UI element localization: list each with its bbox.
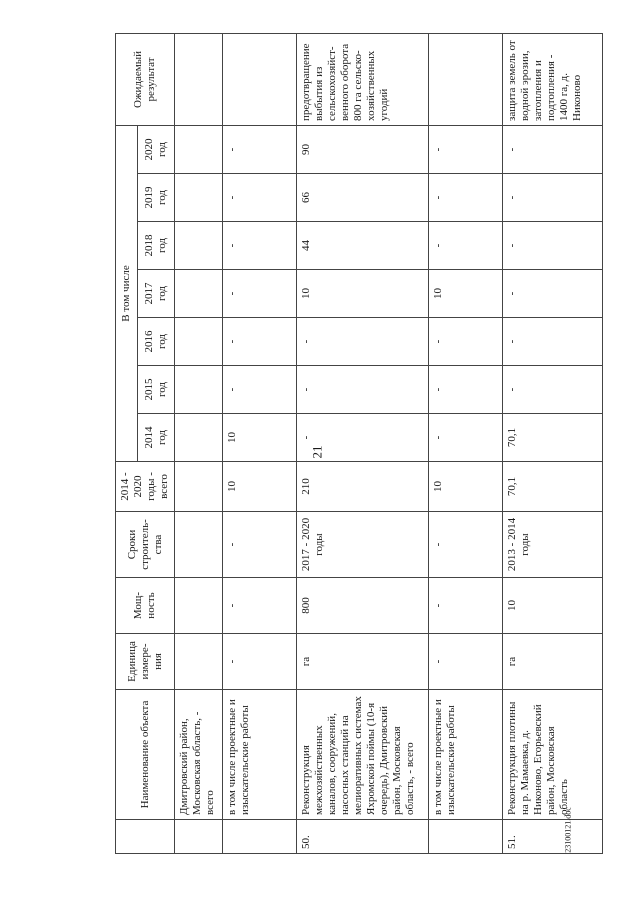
year-value-cell: -: [297, 414, 429, 462]
object-name: Реконструкция межхозяйственных каналов, сооружений, насосных станций на мелиоративных системах Яхромской поймы (10-я очередь), Дмитровский район, Московская область, - всего: [297, 690, 429, 820]
year-value-cell: -: [429, 174, 503, 222]
year-value-cell: [175, 414, 223, 462]
year-value-cell: -: [503, 222, 603, 270]
header-year: 2020 год: [138, 125, 175, 173]
header-unit: Единица измере-ния: [116, 634, 175, 690]
table-row: [223, 33, 297, 853]
row-number: 51.: [503, 820, 603, 854]
year-value-cell: -: [223, 366, 297, 414]
header-total: 2014 - 2020 годы - всего: [116, 462, 175, 512]
page-number: 21: [309, 445, 325, 459]
year-value-cell: [175, 270, 223, 318]
header-year: 2017 год: [138, 270, 175, 318]
object-name: в том числе проектные и изыскательские работы: [223, 690, 297, 820]
year-value-cell: [175, 318, 223, 366]
year-value-cell: -: [503, 270, 603, 318]
year-value-cell: -: [223, 318, 297, 366]
expected-result-cell: защита земель от водной эрозии, затопления и подтопления - 1400 га, д. Никоново: [503, 33, 603, 125]
table-row: [503, 33, 603, 853]
row-number: [175, 820, 223, 854]
rotated-table-container: [115, 34, 635, 854]
construction-projects-table: [115, 33, 603, 854]
footer-filename: 23100121.doc: [563, 807, 573, 853]
expected-result-cell: [429, 33, 503, 125]
table-row: [297, 33, 429, 853]
year-value-cell: -: [223, 125, 297, 173]
header-year: 2014 год: [138, 414, 175, 462]
capacity-cell: [175, 578, 223, 634]
total-cell: 10: [429, 462, 503, 512]
year-value-cell: -: [223, 174, 297, 222]
header-name: Наименование объекта: [116, 690, 175, 820]
row-number: [223, 820, 297, 854]
terms-cell: [175, 512, 223, 578]
year-value-cell: [175, 366, 223, 414]
terms-cell: 2017 - 2020 годы: [297, 512, 429, 578]
total-cell: 10: [223, 462, 297, 512]
total-cell: 70,1: [503, 462, 603, 512]
row-number: 50.: [297, 820, 429, 854]
table-row: [175, 33, 223, 853]
table-body: [175, 33, 603, 853]
expected-result-cell: [175, 33, 223, 125]
year-value-cell: -: [429, 125, 503, 173]
year-value-cell: -: [297, 318, 429, 366]
year-value-cell: 10: [223, 414, 297, 462]
header-capacity: Мощ-ность: [116, 578, 175, 634]
header-result: Ожидаемый результат: [116, 33, 175, 125]
year-value-cell: [175, 222, 223, 270]
header-terms: Сроки строитель-ства: [116, 512, 175, 578]
capacity-cell: 800: [297, 578, 429, 634]
header-year: 2018 год: [138, 222, 175, 270]
unit-cell: -: [223, 634, 297, 690]
year-value-cell: 66: [297, 174, 429, 222]
object-name: Реконструкция плотины на р. Мамаевка, д. Никоново, Егорьевский район, Московская область: [503, 690, 603, 820]
year-value-cell: -: [503, 125, 603, 173]
header-row-1: [116, 33, 138, 853]
terms-cell: 2013 - 2014 годы: [503, 512, 603, 578]
capacity-cell: -: [223, 578, 297, 634]
header-year: 2016 год: [138, 318, 175, 366]
row-number: [429, 820, 503, 854]
year-value-cell: -: [503, 174, 603, 222]
year-value-cell: [175, 174, 223, 222]
capacity-cell: 10: [503, 578, 603, 634]
unit-cell: га: [503, 634, 603, 690]
header-year: 2019 год: [138, 174, 175, 222]
year-value-cell: -: [429, 318, 503, 366]
unit-cell: -: [429, 634, 503, 690]
year-value-cell: 44: [297, 222, 429, 270]
year-value-cell: 10: [297, 270, 429, 318]
year-value-cell: -: [429, 222, 503, 270]
year-value-cell: -: [429, 414, 503, 462]
year-value-cell: -: [223, 222, 297, 270]
year-value-cell: -: [503, 366, 603, 414]
year-value-cell: 90: [297, 125, 429, 173]
expected-result-cell: [223, 33, 297, 125]
year-value-cell: -: [297, 366, 429, 414]
table-row: [429, 33, 503, 853]
header-year: 2015 год: [138, 366, 175, 414]
year-value-cell: [175, 125, 223, 173]
header-num: [116, 820, 175, 854]
total-cell: [175, 462, 223, 512]
object-name: Дмитровский район, Московская область, - всего: [175, 690, 223, 820]
year-value-cell: -: [503, 318, 603, 366]
terms-cell: -: [429, 512, 503, 578]
year-value-cell: -: [429, 366, 503, 414]
unit-cell: га: [297, 634, 429, 690]
object-name: в том числе проектные и изыскательские работы: [429, 690, 503, 820]
capacity-cell: -: [429, 578, 503, 634]
header-in-total: В том числе: [116, 125, 138, 461]
year-value-cell: 10: [429, 270, 503, 318]
year-value-cell: 70,1: [503, 414, 603, 462]
year-value-cell: -: [223, 270, 297, 318]
terms-cell: -: [223, 512, 297, 578]
unit-cell: [175, 634, 223, 690]
total-cell: 210: [297, 462, 429, 512]
expected-result-cell: предотвращение выбытия из сельскохозяйст-венного оборота 800 га сельско-хозяйственных угодий: [297, 33, 429, 125]
